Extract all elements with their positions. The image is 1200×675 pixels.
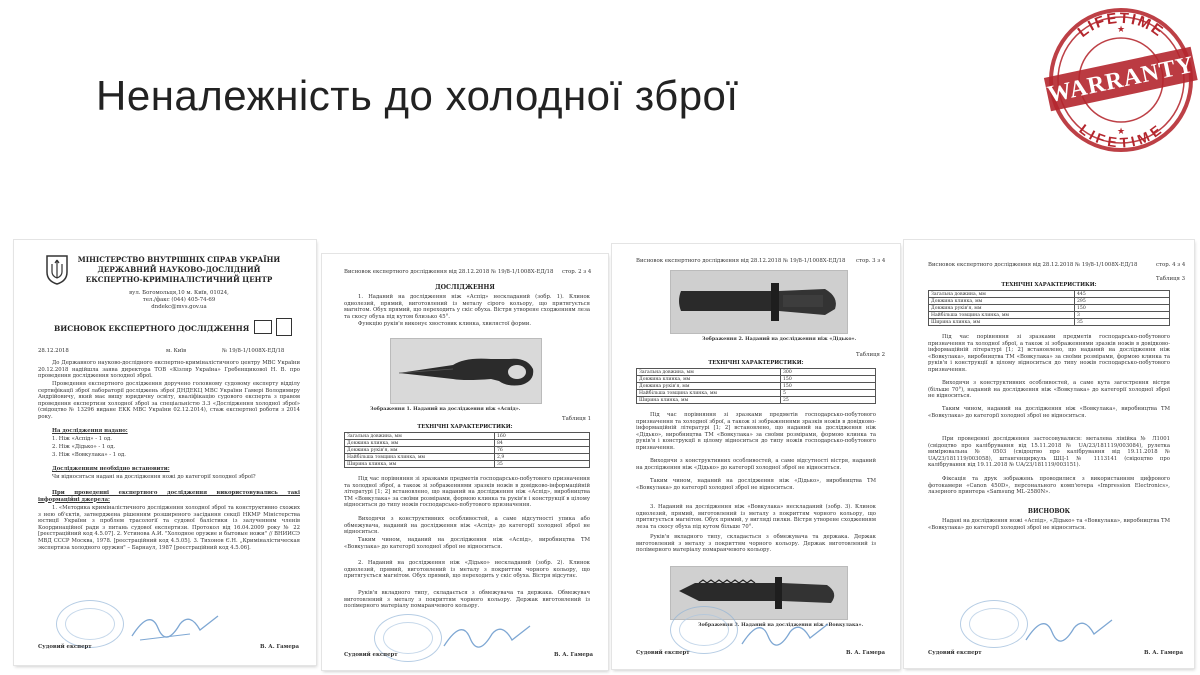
- provided-item-1: 1. Ніж «Аспід» - 1 од.: [52, 436, 112, 442]
- table-row: Довжина руків'я, мм 150: [637, 383, 876, 390]
- document-page-2: [322, 254, 608, 670]
- expert-name: В. А. Гамера: [554, 652, 594, 658]
- address-line-2: тел./факс (044) 405-74-69: [142, 297, 216, 303]
- vovkulaka-result: Таким чином, наданий на дослідження ніж «Вовкулака», виробництва ТМ «Вовкулака» до категорії холодної зброї не відноситься.: [928, 406, 1170, 419]
- signature-label: Судовий експерт: [928, 650, 982, 656]
- provided-title: На дослідження надано:: [52, 428, 128, 434]
- official-seal: [670, 606, 738, 654]
- table-row: Загальна довжина, мм 445: [929, 291, 1170, 298]
- page-number: стор. 2 з 4: [562, 269, 592, 275]
- accreditation-mark: [254, 320, 272, 334]
- expert-name: В. А. Гамера: [260, 644, 300, 650]
- address-line-3: dndekc@mvs.gov.ua: [151, 304, 207, 310]
- table-1-title: ТЕХНІЧНІ ХАРАКТЕРИСТИКИ:: [417, 424, 513, 430]
- expert-name: В. А. Гамера: [1144, 650, 1184, 656]
- signature-scribble: [740, 614, 830, 654]
- table-row: Довжина клинка, мм 84: [345, 440, 590, 447]
- didko-characteristics-table: [636, 368, 876, 404]
- table-row: Найбільша товщина клинка, мм 3: [929, 312, 1170, 319]
- table-row: Довжина клинка, мм 295: [929, 298, 1170, 305]
- stamp-main-text: WARRANTY: [1045, 51, 1197, 109]
- table-row: Ширина клинка, мм 25: [637, 397, 876, 404]
- stamp-bottom-text: LIFETIME: [1076, 120, 1166, 151]
- aspid-photo: [390, 338, 542, 404]
- document-number: № 19/8-1/1008Х-ЕД/18: [222, 348, 285, 354]
- aspid-knife-icon: [395, 347, 537, 395]
- document-page-1: [14, 240, 316, 665]
- table-3-label: Таблиця 3: [1156, 276, 1186, 282]
- didko-comparison: Під час порівняння зі зразками предметів господарсько-побутового призначення та холодної зброї, а також зі зображеннями зразків ножів в довідково-інформаційній літературі [1; 2] встановлено, що наданий на дослідження ніж «Дідько», виробництва ТМ «Вовкулака» за своїми розмірами, формою клинка та руків'я і конструкції в цілому відноситься до типу ножів господарсько-побутового призначення.: [636, 412, 876, 451]
- ministry-header-2: ДЕРЖАВНИЙ НАУКОВО-ДОСЛІДНИЙ: [97, 265, 261, 274]
- vovkulaka-caption: Зображення 3. Наданий на дослідження ніж «Вовкулака».: [698, 622, 864, 628]
- document-city: м. Київ: [166, 348, 187, 354]
- table-2-title: ТЕХНІЧНІ ХАРАКТЕРИСТИКИ:: [708, 360, 804, 366]
- signature-label: Судовий експерт: [38, 644, 92, 650]
- official-seal: [960, 600, 1028, 648]
- signature-scribble: [442, 616, 532, 656]
- stamp-top-text: LIFETIME: [1074, 9, 1168, 41]
- didko-knife-icon: [675, 277, 843, 327]
- question-title: Дослідженням необхідно встановити:: [52, 466, 170, 472]
- didko-description: 2. Наданий на дослідження ніж «Дідько» нескладаний (зобр. 2). Клинок однолезий, прямий, виготовлений із металу з покриттям чорного кольору, що притягується магнітом. Обух прямий, що переходить у скіс обуха. Вістря відсутнє.: [344, 560, 590, 580]
- signature-scribble: [130, 606, 220, 646]
- page-number: стор. 4 з 4: [1156, 262, 1186, 268]
- document-date: 28.12.2018: [38, 348, 69, 354]
- table-row: Загальна довжина, мм 300: [637, 369, 876, 376]
- signature-label: Судовий експерт: [344, 652, 398, 658]
- expert-name: В. А. Гамера: [846, 650, 886, 656]
- didko-handle: Руків'я вкладного типу, складається з обмежувача та держака. Обмежувач виготовлений з металу з покриттям чорного кольору. Держак виготовлений із полімерного матеріалу помаранчевого кольору.: [344, 590, 590, 610]
- instruments-used: При проведенні дослідження застосовувалися: металева лінійка № Л1001 (свідоцтво про калібрування від 15.11.2018 № UA/23/181119/003084), рулетка вимірювальна № 0503 (свідоцтво про калібрування від 19.11.2018 № UA/23/181119/003058), штангенциркуль ШЦ-1 № 1113141 (свідоцтво про калібрування від 19.11.2018 № UA/23/181119/003151).: [928, 436, 1170, 469]
- table-2-label: Таблиця 2: [856, 352, 886, 358]
- document-page-4: [904, 240, 1194, 668]
- vovkulaka-description: 3. Наданий на дослідження ніж «Вовкулака» нескладаний (зобр. 3). Клинок однолезий, прямий, виготовлений із металу з покриттям чорного кольору, що притягується магнітом. Обух прямий, у вигляді пилки. Вістря утворене сходженням леза та скосу обуха під кутом більше 70°.: [636, 504, 876, 530]
- table-3-title: ТЕХНІЧНІ ХАРАКТЕРИСТИКИ:: [1001, 282, 1097, 288]
- document-page-3: [612, 244, 900, 669]
- vovkulaka-features: Виходячи з конструктивних особливостей, а саме кута загострення вістря (більше 70°), наданий на дослідження ніж «Вовкулака» до категорії холодної зброї не відноситься.: [928, 380, 1170, 400]
- sources-title: При проведенні експертного дослідження використовувались такі інформаційні джерела:: [38, 490, 300, 503]
- didko-photo: [670, 270, 848, 334]
- aspid-comparison: Під час порівняння зі зразками предметів господарсько-побутового призначення та холодної зброї, а також зі зображеннями зразків ножів в довідково-інформаційній літературі [1; 2] встановлено, що наданий на дослідження ніж «Аспід», виробництва ТМ «Вовкулака» за своїми розмірами, формою клинка та руків'я і конструкції в цілому відноситься до типу ножів господарсько-побутового призначення.: [344, 476, 590, 509]
- table-row: Найбільша товщина клинка, мм 2,9: [345, 454, 590, 461]
- didko-result: Таким чином, наданий на дослідження ніж «Дідько», виробництва ТМ «Вовкулака» до категорії холодної зброї не відноситься.: [636, 478, 876, 491]
- aspid-features: Виходячи з конструктивних особливостей, а саме відсутності упика або обмежувача, наданий на дослідження ніж «Аспід» до категорії холодної зброї не відноситься.: [344, 516, 590, 536]
- aspid-handle: Функцію руків'я виконує хвостовик клинка, хвилястої форми.: [358, 321, 532, 327]
- address-line-1: вул. Богомольця,10 м. Київ, 01024,: [129, 290, 229, 296]
- svg-text:★: ★: [1116, 127, 1126, 137]
- signature-scribble: [1024, 610, 1114, 650]
- slide-title: Неналежність до холодної зброї: [96, 72, 739, 119]
- table-row: Довжина руків'я, мм 150: [929, 305, 1170, 312]
- conclusion-heading: ВИСНОВОК: [1027, 508, 1071, 515]
- table-row: Найбільша товщина клинка, мм 5: [637, 390, 876, 397]
- table-row: Загальна довжина, мм 160: [345, 433, 590, 440]
- vovkulaka-characteristics-table: [928, 290, 1170, 326]
- accreditation-logo: [276, 318, 292, 336]
- ministry-header-1: МІНІСТЕРСТВО ВНУТРІШНІХ СПРАВ УКРАЇНИ: [77, 255, 281, 264]
- svg-text:★: ★: [1116, 25, 1126, 35]
- page-header: Висновок експертного дослідження від 28.12.2018 № 19/8-1/1008Х-ЕД/18: [928, 262, 1138, 268]
- aspid-result: Таким чином, наданий на дослідження ніж «Аспід», виробництва ТМ «Вовкулака» до категорії холодної зброї не відноситься.: [344, 537, 590, 550]
- aspid-characteristics-table: [344, 432, 590, 468]
- didko-features: Виходячи з конструктивних особливостей, а саме відсутності вістря, наданий на дослідження ніж «Дідько» до категорії холодної зброї не відноситься.: [636, 458, 876, 471]
- intro-paragraph: До Державного науково-дослідного експертно-криміналістичного центру МВС України 20.12.2018 надійшла заява директора ТОВ «Кізляр Україна» Гребенщикової Н. В. про проведення дослідження холодної зброї.: [38, 360, 300, 380]
- conclusion-title: ВИСНОВОК ЕКСПЕРТНОГО ДОСЛІДЖЕННЯ: [54, 324, 250, 333]
- didko-caption: Зображення 2. Наданий на дослідження ніж «Дідько».: [702, 336, 857, 342]
- section-title: ДОСЛІДЖЕННЯ: [435, 284, 495, 291]
- ministry-header-3: ЕКСПЕРТНО-КРИМІНАЛІСТИЧНИЙ ЦЕНТР: [85, 275, 273, 284]
- page-header: Висновок експертного дослідження від 28.12.2018 № 19/8-1/1008Х-ЕД/18: [636, 258, 846, 264]
- sources-text: 1. «Методика криміналістичного дослідження холодної зброї та конструктивно схожих з нею об'єктів, затверджена рішенням розширеного засідання секції НКМР Міністерства юстиції України з проблем трасології та судової балістики із залученням членів Координаційної ради з питань судової експертизи. Протокол від 16.04.2009 року № 22 [реєстраційний код 4.5.07]. 2. Устинова А.И. "Холодное оружие и бытовые ножи" // ВНИИСЭ МВД СССР Москва, 1978. [реєстраційний код 4.5.05]. 3. Тихонов Є.Н. „Криміналістическая экспертиза холодного оружия" – Барнаул, 1987 [реєстраційний код 4.5.06].: [38, 505, 300, 551]
- provided-item-2: 2. Ніж «Дідько» - 1 од.: [52, 444, 116, 450]
- vovkulaka-handle: Руків'я вкладного типу, складається з обмежувача та держака. Держак виготовлений з металу з покриттям чорного кольору. Держак виготовлений із полімерного матеріалу помаранчевого кольору.: [636, 534, 876, 554]
- aspid-description: 1. Наданий на дослідження ніж «Аспід» нескладаний (зобр. 1). Клинок однолезий, прямий, виготовлений із металу сірого кольору, що притягується магнітом. Обух прямий, що переходить у скіс обуха. Вістря утворене сходженням леза та скосу обуха під кутом близько 45°.: [344, 294, 590, 320]
- page-number: стор. 3 з 4: [856, 258, 886, 264]
- vovkulaka-comparison: Під час порівняння зі зразками предметів господарсько-побутового призначення та холодної зброї, а також зі зображеннями зразків ножів в довідково-інформаційній літературі [1; 2] встановлено, що наданий на дослідження ніж «Вовкулака», виробництва ТМ «Вовкулака» за своїми розмірами, формою клинка та руків'я і конструкції в цілому відноситься до типу ножів господарсько-побутового призначення.: [928, 334, 1170, 373]
- official-seal: [56, 600, 124, 648]
- question-text: Чи відносяться надані на дослідження ножі до категорії холодної зброї?: [52, 474, 256, 480]
- lifetime-warranty-stamp: [1042, 2, 1200, 152]
- table-row: Ширина клинка, мм 35: [929, 319, 1170, 326]
- page-header: Висновок експертного дослідження від 28.12.2018 № 19/8-1/1008Х-ЕД/18: [344, 269, 554, 275]
- aspid-caption: Зображення 1. Наданий на дослідження ніж «Аспід».: [370, 406, 521, 412]
- coat-of-arms-icon: [44, 254, 70, 286]
- photo-equipment: Фіксація та друк зображень проводилися з використанням цифрового фотокамери «Canon 450D», персонального комп'ютера «Impression Electronics», лазерного принтера «Samsung ML-2580N».: [928, 476, 1170, 496]
- expert-paragraph: Проведення експертного дослідження доручено головному судовому експерту відділу сертифікації зброї лабораторії досліджень зброї ДНДЕКЦ МВС України Гамері Володимиру Андрійовичу, який має вищу юридичну освіту, кваліфікацію судового експерта з правом проведення експертизи холодної зброї за спеціальністю 3.3 «Дослідження холодної зброї» (свідоцтво № 13296 видане ЕКК МВС України 02.12.2014), стаж експертної роботи з 2014 року.: [38, 381, 300, 420]
- table-1-label: Таблиця 1: [562, 416, 592, 422]
- table-row: Ширина клинка, мм 35: [345, 461, 590, 468]
- provided-item-3: 3. Ніж «Вовкулака» - 1 од.: [52, 452, 126, 458]
- table-row: Довжина руків'я, мм 76: [345, 447, 590, 454]
- conclusion-text: Надані на дослідження ножі «Аспід», «Дідько» та «Вовкулака», виробництва ТМ «Вовкулака» до категорії холодної зброї не відносяться.: [928, 518, 1170, 531]
- signature-label: Судовий експерт: [636, 650, 690, 656]
- table-row: Довжина клинка, мм 150: [637, 376, 876, 383]
